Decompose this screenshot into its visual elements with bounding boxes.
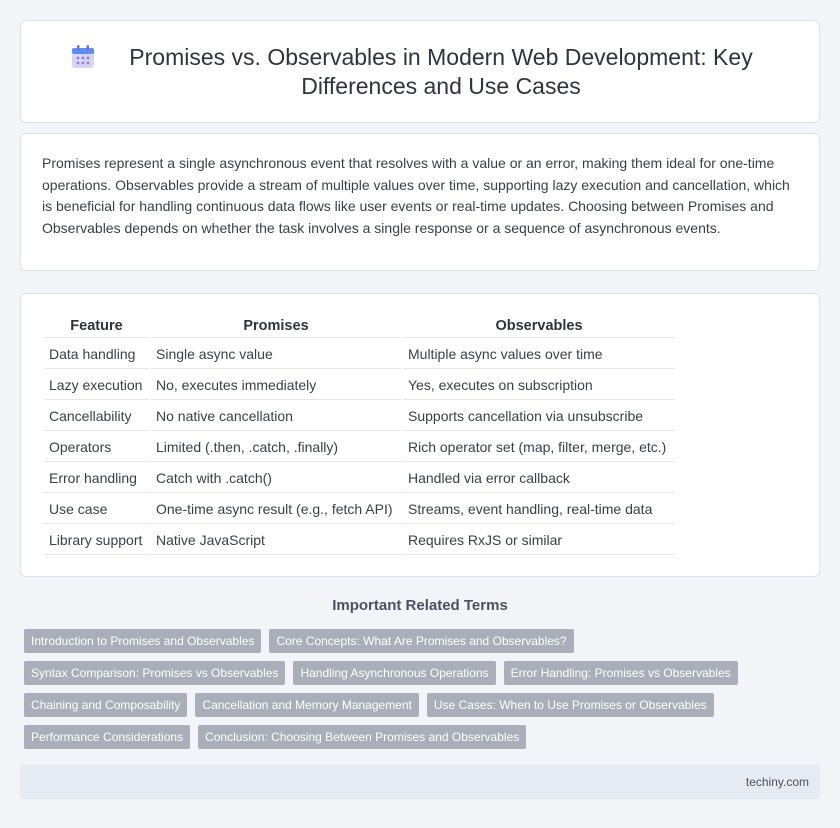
cell-feature: Error handling [44, 463, 149, 493]
tag-row [24, 661, 814, 685]
related-term-tag[interactable]: Handling Asynchronous Operations [293, 661, 495, 685]
tag-row [24, 629, 814, 653]
cell-promises: No native cancellation [151, 401, 401, 431]
cell-feature: Data handling [44, 339, 149, 369]
related-term-tag[interactable]: Use Cases: When to Use Promises or Observables [427, 693, 714, 717]
cell-observables: Streams, event handling, real-time data [403, 494, 675, 524]
related-term-tag[interactable]: Performance Considerations [24, 725, 190, 749]
header-observables: Observables [403, 314, 675, 338]
table-row [44, 401, 675, 431]
page-title: Promises vs. Observables in Modern Web Development: Key Differences and Use Cases [129, 43, 753, 99]
cell-promises: Native JavaScript [151, 525, 401, 555]
related-term-tag[interactable]: Conclusion: Choosing Between Promises and Observables [198, 725, 526, 749]
table-row [44, 339, 675, 369]
cell-feature: Operators [44, 432, 149, 462]
intro-paragraph: Promises represent a single asynchronous event that resolves with a value or an error, making them ideal for one-time operations. Observables provide a stream of multiple values over time, supporting lazy execution and cancellation, which is beneficial for handling continuous data flows like user events or real-time updates. Choosing between Promises and Observables depends on whether the task involves a single response or a sequence of asynchronous events. [42, 155, 790, 236]
related-terms-title: Important Related Terms [332, 597, 508, 614]
cell-promises: Single async value [151, 339, 401, 369]
related-term-tag[interactable]: Introduction to Promises and Observables [24, 629, 261, 653]
cell-promises: No, executes immediately [151, 370, 401, 400]
cell-observables: Yes, executes on subscription [403, 370, 675, 400]
related-term-tag[interactable]: Error Handling: Promises vs Observables [504, 661, 738, 685]
cell-promises: One-time async result (e.g., fetch API) [151, 494, 401, 524]
table-header-row [44, 314, 675, 338]
cell-observables: Rich operator set (map, filter, merge, etc.) [403, 432, 675, 462]
related-term-tag[interactable]: Cancellation and Memory Management [195, 693, 418, 717]
cell-feature: Lazy execution [44, 370, 149, 400]
comparison-table [42, 313, 677, 556]
calendar-icon [69, 43, 97, 71]
cell-feature: Cancellability [44, 401, 149, 431]
header-feature: Feature [44, 314, 149, 338]
related-term-tag[interactable]: Core Concepts: What Are Promises and Observables? [269, 629, 573, 653]
related-terms-tags [24, 629, 814, 757]
tag-row [24, 693, 814, 717]
footer-brand[interactable]: techiny.com [745, 775, 809, 789]
cell-feature: Use case [44, 494, 149, 524]
comparison-card [20, 293, 820, 577]
cell-observables: Handled via error callback [403, 463, 675, 493]
cell-observables: Multiple async values over time [403, 339, 675, 369]
related-term-tag[interactable]: Chaining and Composability [24, 693, 187, 717]
tag-row [24, 725, 814, 749]
header-promises: Promises [151, 314, 401, 338]
cell-promises: Limited (.then, .catch, .finally) [151, 432, 401, 462]
header-card [20, 20, 820, 123]
table-row [44, 432, 675, 462]
cell-promises: Catch with .catch() [151, 463, 401, 493]
cell-observables: Supports cancellation via unsubscribe [403, 401, 675, 431]
table-row [44, 525, 675, 555]
footer [20, 765, 820, 799]
table-row [44, 463, 675, 493]
table-row [44, 370, 675, 400]
related-term-tag[interactable]: Syntax Comparison: Promises vs Observables [24, 661, 285, 685]
cell-observables: Requires RxJS or similar [403, 525, 675, 555]
cell-feature: Library support [44, 525, 149, 555]
table-row [44, 494, 675, 524]
intro-card [20, 133, 820, 271]
